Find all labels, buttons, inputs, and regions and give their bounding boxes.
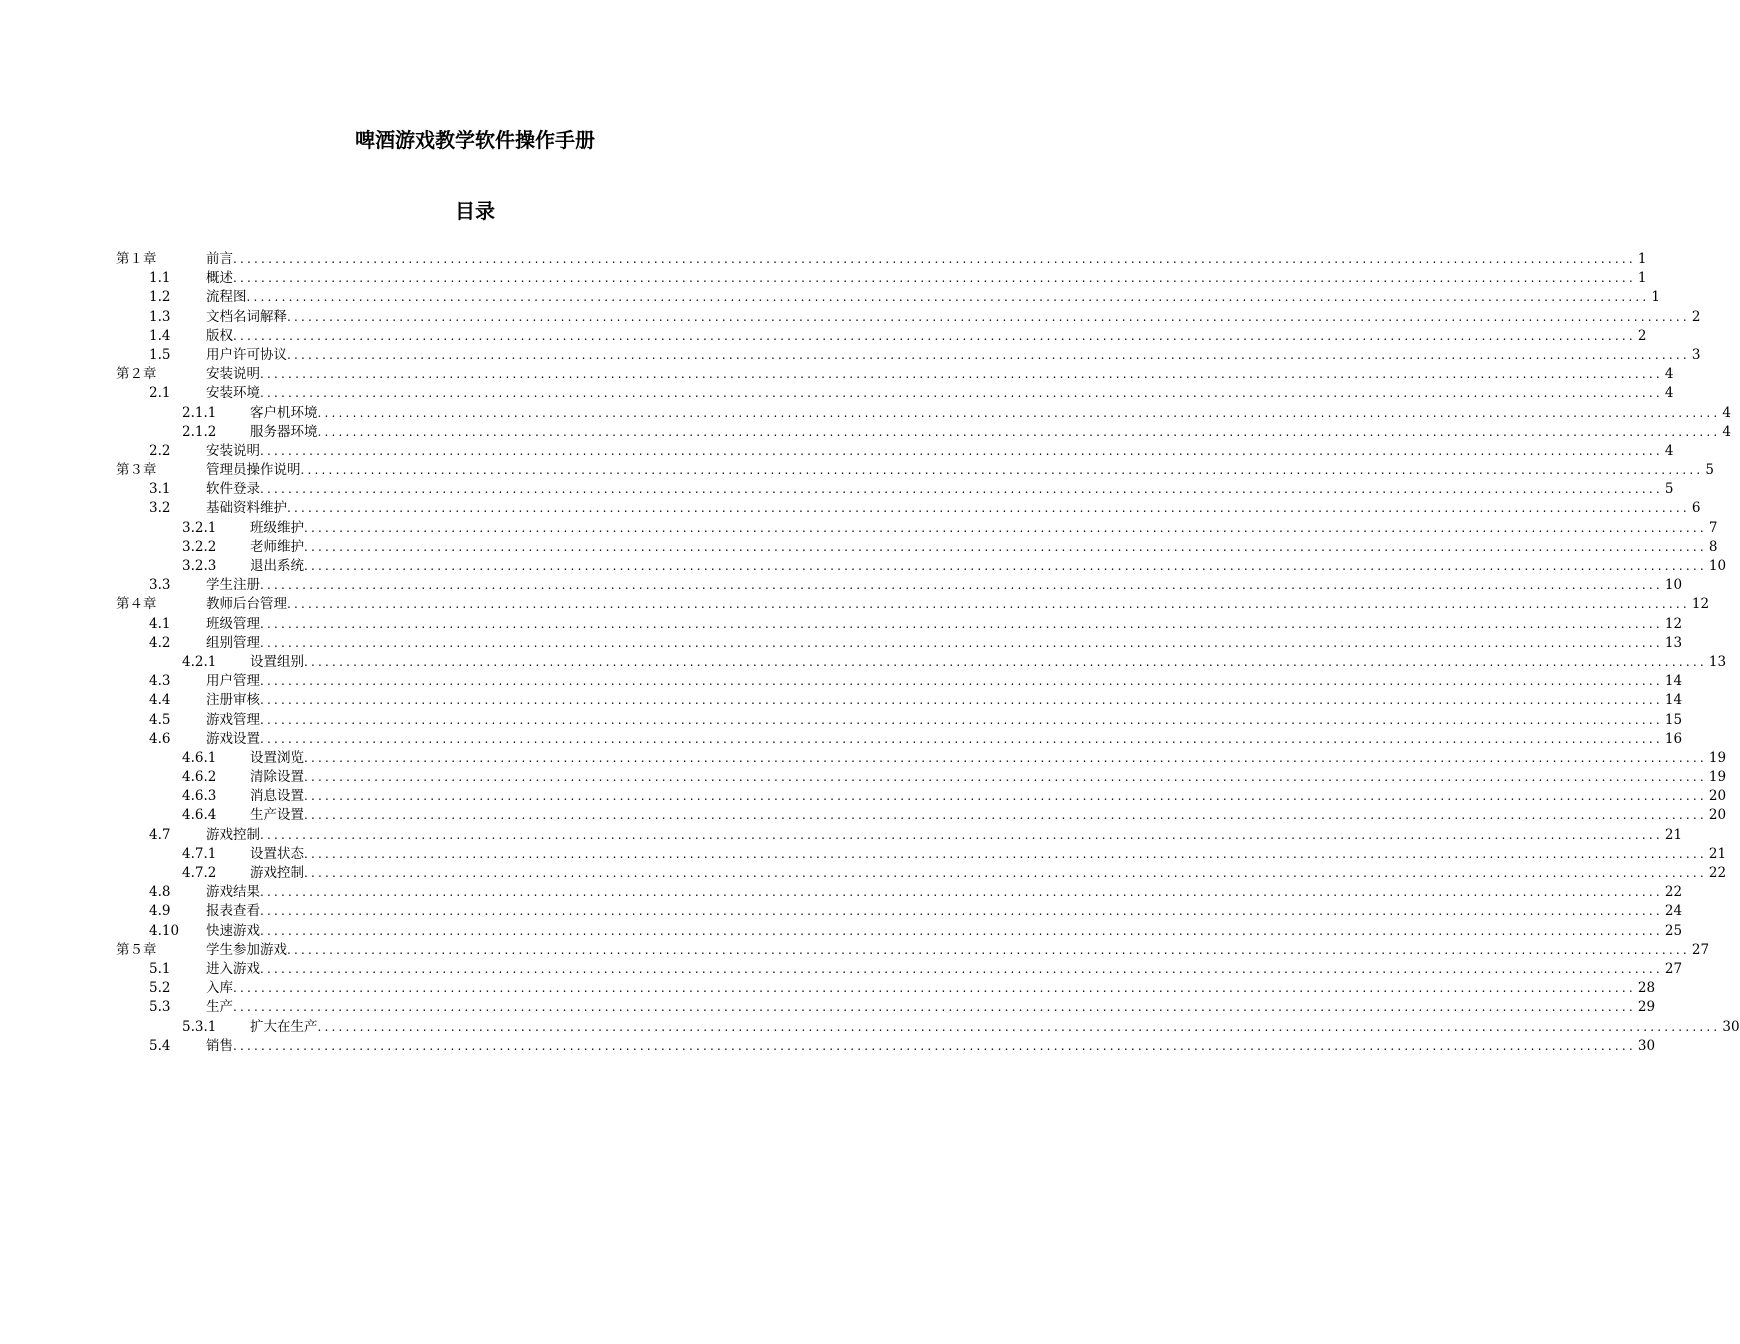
- toc-entry[interactable]: [116, 557, 1727, 576]
- toc-entry-number: 4.3: [149, 673, 171, 690]
- toc-entry-page: 4: [1722, 404, 1731, 421]
- toc-dot-leader: ........................................................................................................................................................................................................: [287, 942, 1690, 957]
- toc-entry[interactable]: [116, 423, 1731, 442]
- toc-entry[interactable]: [116, 998, 1656, 1017]
- toc-entry-line: [250, 1018, 1740, 1037]
- toc-entry[interactable]: [116, 615, 1683, 634]
- toc-entry-number: 4.8: [149, 884, 171, 901]
- toc-dot-leader: ........................................................................................................................................................................................................: [304, 846, 1707, 861]
- toc-entry-title: 文档名词解释: [206, 308, 287, 327]
- toc-entry-number: 4.6: [149, 730, 171, 747]
- toc-entry-number: 4.5: [149, 711, 171, 728]
- toc-entry-line: [206, 922, 1683, 941]
- toc-entry-page: 10: [1708, 558, 1727, 574]
- toc-entry-page: 7: [1708, 519, 1718, 536]
- toc-entry-line: [206, 672, 1683, 691]
- toc-entry-title: 前言: [206, 250, 233, 269]
- toc-entry[interactable]: [116, 461, 1714, 480]
- toc-entry-page: 3: [1691, 346, 1701, 363]
- toc-dot-leader: ........................................................................................................................................................................................................: [260, 731, 1663, 746]
- toc-entry-title: 游戏设置: [206, 730, 260, 749]
- toc-entry-page: 5: [1705, 462, 1714, 479]
- toc-entry-page: 27: [1664, 960, 1683, 977]
- toc-entry-page: 19: [1708, 749, 1727, 766]
- toc-entry-title: 进入游戏: [206, 960, 260, 979]
- toc-dot-leader: ........................................................................................................................................................................................................: [304, 808, 1707, 823]
- toc-entry-line: [206, 1037, 1656, 1056]
- toc-dot-leader: ........................................................................................................................................................................................................: [260, 482, 1663, 497]
- toc-entry-title: 设置浏览: [250, 749, 304, 768]
- toc-entry-title: 流程图: [206, 288, 247, 307]
- toc-entry[interactable]: [116, 806, 1727, 825]
- table-of-contents: [116, 250, 1740, 1056]
- toc-entry[interactable]: [116, 308, 1701, 327]
- toc-dot-leader: ........................................................................................................................................................................................................: [233, 1000, 1636, 1015]
- toc-entry-number: 第５章: [116, 941, 157, 958]
- toc-entry-page: 20: [1708, 788, 1727, 805]
- toc-entry-title: 服务器环境: [250, 423, 318, 442]
- toc-entry-line: [206, 269, 1647, 288]
- toc-entry-title: 概述: [206, 269, 233, 288]
- toc-entry-number: 4.7: [149, 826, 171, 843]
- toc-dot-leader: ........................................................................................................................................................................................................: [233, 328, 1636, 343]
- toc-entry[interactable]: [116, 979, 1656, 998]
- toc-dot-leader: ........................................................................................................................................................................................................: [287, 309, 1690, 324]
- toc-entry[interactable]: [116, 595, 1710, 614]
- toc-entry-line: [206, 480, 1674, 499]
- toc-entry[interactable]: [116, 327, 1647, 346]
- toc-entry[interactable]: [116, 250, 1647, 269]
- toc-entry[interactable]: [116, 883, 1683, 902]
- toc-entry-page: 30: [1722, 1018, 1740, 1035]
- toc-entry-number: 2.1.1: [182, 404, 217, 421]
- toc-dot-leader: ........................................................................................................................................................................................................: [260, 443, 1663, 458]
- toc-entry-title: 用户管理: [206, 672, 260, 691]
- toc-dot-leader: ........................................................................................................................................................................................................: [260, 885, 1663, 900]
- toc-entry-title: 安装环境: [206, 384, 260, 403]
- toc-entry-page: 28: [1637, 980, 1656, 997]
- toc-dot-leader: ........................................................................................................................................................................................................: [300, 463, 1704, 478]
- toc-entry-line: [250, 404, 1731, 423]
- toc-entry-number: 2.2: [149, 442, 171, 459]
- toc-entry-title: 客户机环境: [250, 404, 318, 423]
- toc-entry-line: [250, 864, 1727, 883]
- toc-entry-line: [250, 557, 1727, 576]
- toc-entry-title: 安装说明: [206, 365, 260, 384]
- toc-entry-page: 24: [1664, 903, 1683, 920]
- toc-entry-title: 入库: [206, 979, 233, 998]
- toc-entry-line: [206, 615, 1683, 634]
- toc-entry-line: [250, 653, 1727, 672]
- toc-entry-line: [206, 902, 1683, 921]
- toc-entry-number: 1.1: [149, 270, 171, 287]
- toc-entry-number: 3.2.2: [182, 538, 217, 555]
- toc-entry-number: 5.2: [149, 980, 171, 997]
- toc-entry-number: 3.2.1: [182, 519, 217, 536]
- toc-entry-number: 4.6.1: [182, 749, 217, 766]
- toc-dot-leader: ........................................................................................................................................................................................................: [304, 770, 1707, 785]
- toc-dot-leader: ........................................................................................................................................................................................................: [304, 789, 1707, 804]
- toc-entry-page: 10: [1664, 577, 1683, 594]
- toc-entry[interactable]: [116, 404, 1731, 423]
- toc-entry[interactable]: [116, 902, 1683, 921]
- toc-entry-number: 4.6.2: [182, 769, 217, 786]
- toc-entry-page: 27: [1691, 941, 1710, 958]
- toc-entry-number: 第４章: [116, 596, 157, 613]
- toc-entry-title: 学生注册: [206, 576, 260, 595]
- toc-entry-number: 3.3: [149, 577, 171, 594]
- toc-entry-line: [206, 461, 1714, 480]
- toc-entry-line: [206, 979, 1656, 998]
- toc-entry-title: 教师后台管理: [206, 595, 287, 614]
- toc-entry-page: 16: [1664, 730, 1683, 747]
- toc-dot-leader: ........................................................................................................................................................................................................: [317, 405, 1721, 420]
- toc-entry-number: 4.2: [149, 634, 171, 651]
- toc-entry-number: 3.2: [149, 500, 171, 517]
- document-title: 啤酒游戏教学软件操作手册: [355, 128, 595, 152]
- toc-entry-title: 设置组别: [250, 653, 304, 672]
- toc-entry-number: 1.4: [149, 327, 171, 344]
- toc-entry-title: 班级管理: [206, 615, 260, 634]
- toc-entry-page: 13: [1708, 653, 1727, 670]
- toc-entry-page: 1: [1651, 289, 1660, 306]
- toc-entry[interactable]: [116, 730, 1683, 749]
- toc-entry-number: 4.10: [149, 922, 180, 939]
- toc-entry-number: 5.3: [149, 999, 171, 1016]
- toc-entry[interactable]: [116, 787, 1727, 806]
- toc-entry-number: 第１章: [116, 251, 157, 267]
- toc-entry-page: 13: [1664, 634, 1683, 651]
- toc-entry-title: 退出系统: [250, 557, 304, 576]
- toc-entry[interactable]: [116, 672, 1683, 691]
- toc-dot-leader: ........................................................................................................................................................................................................: [260, 712, 1663, 727]
- toc-entry-page: 2: [1637, 327, 1647, 344]
- toc-entry-page: 22: [1664, 884, 1683, 901]
- toc-entry-title: 消息设置: [250, 787, 304, 806]
- toc-entry-line: [206, 960, 1683, 979]
- toc-dot-leader: ........................................................................................................................................................................................................: [260, 693, 1663, 708]
- toc-dot-leader: ........................................................................................................................................................................................................: [287, 347, 1690, 362]
- toc-entry-page: 4: [1722, 423, 1731, 440]
- toc-dot-leader: ........................................................................................................................................................................................................: [317, 424, 1721, 439]
- toc-entry-page: 14: [1664, 692, 1683, 709]
- toc-entry-line: [250, 768, 1727, 787]
- toc-dot-leader: ........................................................................................................................................................................................................: [304, 539, 1707, 554]
- toc-entry-title: 软件登录: [206, 480, 260, 499]
- toc-entry-page: 4: [1664, 366, 1674, 383]
- toc-entry-page: 29: [1637, 999, 1656, 1016]
- toc-entry[interactable]: [116, 691, 1683, 710]
- toc-entry[interactable]: [116, 499, 1701, 518]
- toc-entry-page: 1: [1637, 251, 1647, 267]
- toc-entry[interactable]: [116, 768, 1727, 787]
- toc-dot-leader: ........................................................................................................................................................................................................: [260, 367, 1663, 382]
- toc-entry-number: 4.1: [149, 615, 171, 632]
- toc-entry[interactable]: [116, 826, 1683, 845]
- toc-dot-leader: ........................................................................................................................................................................................................: [260, 578, 1663, 593]
- toc-entry-title: 报表查看: [206, 902, 260, 921]
- toc-entry-line: [206, 711, 1683, 730]
- toc-entry-number: 4.9: [149, 903, 171, 920]
- toc-entry-title: 销售: [206, 1037, 233, 1056]
- toc-entry[interactable]: [116, 864, 1727, 883]
- toc-dot-leader: ........................................................................................................................................................................................................: [233, 1038, 1636, 1053]
- toc-entry[interactable]: [116, 269, 1647, 288]
- toc-entry-line: [206, 499, 1701, 518]
- toc-entry-page: 5: [1664, 481, 1674, 498]
- toc-entry-line: [206, 250, 1647, 269]
- toc-entry[interactable]: [116, 922, 1683, 941]
- toc-entry[interactable]: [116, 653, 1727, 672]
- toc-dot-leader: ........................................................................................................................................................................................................: [246, 290, 1650, 305]
- toc-entry-line: [206, 346, 1701, 365]
- toc-entry[interactable]: [116, 288, 1660, 307]
- toc-entry-title: 生产设置: [250, 806, 304, 825]
- toc-entry-title: 学生参加游戏: [206, 941, 287, 960]
- toc-entry[interactable]: [116, 845, 1727, 864]
- toc-entry-page: 20: [1708, 807, 1727, 824]
- toc-entry-line: [206, 576, 1683, 595]
- toc-entry-page: 19: [1708, 769, 1727, 786]
- toc-dot-leader: ........................................................................................................................................................................................................: [287, 501, 1690, 516]
- toc-entry-page: 8: [1708, 538, 1718, 555]
- toc-entry-page: 14: [1664, 673, 1683, 690]
- toc-entry-number: 5.4: [149, 1037, 171, 1054]
- toc-entry[interactable]: [116, 538, 1718, 557]
- toc-entry[interactable]: [116, 576, 1683, 595]
- toc-entry-line: [250, 845, 1727, 864]
- toc-dot-leader: ........................................................................................................................................................................................................: [260, 961, 1663, 976]
- toc-entry[interactable]: [116, 1018, 1740, 1037]
- toc-entry[interactable]: [116, 1037, 1656, 1056]
- toc-entry-page: 21: [1708, 845, 1727, 862]
- toc-entry-line: [250, 538, 1718, 557]
- toc-entry-line: [206, 998, 1656, 1017]
- toc-entry-number: 2.1: [149, 385, 171, 402]
- toc-entry-title: 游戏结果: [206, 883, 260, 902]
- toc-entry-line: [206, 883, 1683, 902]
- toc-entry-line: [250, 749, 1727, 768]
- toc-entry-title: 注册审核: [206, 691, 260, 710]
- toc-entry-line: [206, 634, 1683, 653]
- toc-entry-page: 12: [1664, 615, 1683, 632]
- toc-entry-number: 4.7.2: [182, 865, 217, 881]
- toc-entry-line: [206, 288, 1660, 307]
- toc-entry-line: [206, 327, 1647, 346]
- toc-entry-title: 设置状态: [250, 845, 304, 864]
- toc-entry-page: 4: [1664, 442, 1674, 459]
- toc-dot-leader: ........................................................................................................................................................................................................: [304, 750, 1707, 765]
- toc-entry-page: 2: [1691, 308, 1701, 325]
- toc-entry-title: 版权: [206, 327, 233, 346]
- toc-entry[interactable]: [116, 442, 1674, 461]
- toc-entry-number: 5.1: [149, 960, 171, 977]
- toc-entry-title: 扩大在生产: [250, 1018, 318, 1037]
- toc-entry-page: 15: [1664, 711, 1683, 728]
- toc-entry-number: 5.3.1: [182, 1018, 217, 1035]
- toc-entry-line: [206, 730, 1683, 749]
- toc-entry-line: [206, 365, 1674, 384]
- toc-entry-line: [250, 787, 1727, 806]
- toc-entry-number: 1.3: [149, 308, 171, 325]
- toc-entry-line: [206, 308, 1701, 327]
- toc-entry-page: 4: [1664, 385, 1674, 402]
- toc-entry-title: 用户许可协议: [206, 346, 287, 365]
- toc-entry-line: [206, 691, 1683, 710]
- toc-entry-number: 第２章: [116, 366, 157, 383]
- toc-dot-leader: ........................................................................................................................................................................................................: [304, 520, 1707, 535]
- toc-entry[interactable]: [116, 346, 1701, 365]
- toc-entry-number: 4.6.4: [182, 807, 217, 824]
- toc-dot-leader: ........................................................................................................................................................................................................: [233, 271, 1636, 286]
- toc-entry[interactable]: [116, 711, 1683, 730]
- toc-entry-page: 1: [1637, 270, 1647, 287]
- toc-entry-title: 组别管理: [206, 634, 260, 653]
- toc-entry-number: 4.6.3: [182, 788, 217, 805]
- toc-dot-leader: ........................................................................................................................................................................................................: [260, 827, 1663, 842]
- toc-entry[interactable]: [116, 480, 1674, 499]
- toc-entry-title: 老师维护: [250, 538, 304, 557]
- toc-entry[interactable]: [116, 365, 1674, 384]
- toc-dot-leader: ........................................................................................................................................................................................................: [260, 674, 1663, 689]
- toc-entry-title: 管理员操作说明: [206, 461, 301, 480]
- toc-entry-title: 快速游戏: [206, 922, 260, 941]
- toc-entry-title: 游戏管理: [206, 711, 260, 730]
- toc-entry-line: [250, 806, 1727, 825]
- toc-entry-number: 3.1: [149, 481, 171, 498]
- toc-entry-title: 安装说明: [206, 442, 260, 461]
- toc-dot-leader: ........................................................................................................................................................................................................: [317, 1019, 1721, 1034]
- toc-entry-number: 1.5: [149, 346, 171, 363]
- toc-entry-number: 3.2.3: [182, 558, 217, 574]
- toc-entry[interactable]: [116, 960, 1683, 979]
- toc-entry-number: 4.7.1: [182, 845, 217, 862]
- toc-entry-title: 生产: [206, 998, 233, 1017]
- toc-entry[interactable]: [116, 384, 1674, 403]
- toc-entry-line: [206, 384, 1674, 403]
- toc-dot-leader: ........................................................................................................................................................................................................: [260, 904, 1663, 919]
- toc-entry-number: 4.2.1: [182, 653, 217, 670]
- toc-entry-line: [250, 423, 1731, 442]
- toc-dot-leader: ........................................................................................................................................................................................................: [260, 616, 1663, 631]
- toc-entry-title: 游戏控制: [250, 864, 304, 883]
- toc-entry-page: 6: [1691, 500, 1701, 517]
- toc-entry[interactable]: [116, 519, 1718, 538]
- toc-entry-page: 30: [1637, 1037, 1656, 1054]
- toc-entry-title: 班级维护: [250, 519, 304, 538]
- toc-entry-number: 第３章: [116, 462, 157, 479]
- toc-entry-line: [206, 442, 1674, 461]
- toc-entry-number: 4.4: [149, 692, 171, 709]
- toc-dot-leader: ........................................................................................................................................................................................................: [233, 981, 1636, 996]
- toc-entry-page: 25: [1664, 922, 1683, 939]
- toc-dot-leader: ........................................................................................................................................................................................................: [287, 597, 1690, 612]
- toc-dot-leader: ........................................................................................................................................................................................................: [260, 386, 1663, 401]
- toc-entry-title: 游戏控制: [206, 826, 260, 845]
- toc-entry-line: [206, 826, 1683, 845]
- toc-dot-leader: ........................................................................................................................................................................................................: [304, 559, 1707, 573]
- toc-entry-line: [206, 595, 1710, 614]
- toc-entry-line: [206, 941, 1710, 960]
- toc-entry-page: 21: [1664, 826, 1683, 843]
- toc-entry[interactable]: [116, 941, 1710, 960]
- toc-entry-page: 12: [1691, 596, 1710, 613]
- toc-dot-leader: ........................................................................................................................................................................................................: [260, 635, 1663, 650]
- toc-dot-leader: ........................................................................................................................................................................................................: [233, 252, 1636, 266]
- toc-dot-leader: ........................................................................................................................................................................................................: [304, 654, 1707, 669]
- toc-dot-leader: ........................................................................................................................................................................................................: [304, 866, 1707, 880]
- toc-entry-number: 2.1.2: [182, 423, 217, 440]
- toc-entry-page: 22: [1708, 865, 1727, 881]
- toc-dot-leader: ........................................................................................................................................................................................................: [260, 923, 1663, 938]
- toc-heading: 目录: [455, 199, 495, 223]
- toc-entry-title: 基础资料维护: [206, 499, 287, 518]
- toc-entry[interactable]: [116, 634, 1683, 653]
- toc-entry-number: 1.2: [149, 289, 171, 306]
- toc-entry[interactable]: [116, 749, 1727, 768]
- toc-entry-title: 清除设置: [250, 768, 304, 787]
- toc-entry-line: [250, 519, 1718, 538]
